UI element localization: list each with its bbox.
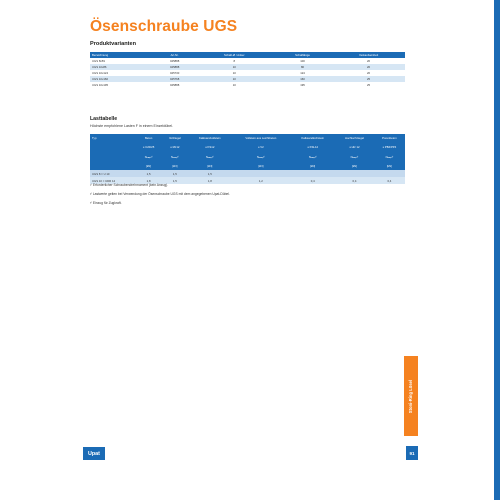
variants-header-cell: Art.Nr. xyxy=(170,53,179,57)
loads-header-row xyxy=(90,142,405,152)
loads-header-cell: Nₑₘₚ²⁾ xyxy=(205,155,214,159)
table-cell: 0,4 xyxy=(352,178,357,183)
loads-header-cell: [kN] xyxy=(207,164,213,168)
loads-header-cell: Kalksandvollstein xyxy=(198,136,221,140)
loads-header-row xyxy=(90,152,405,162)
table-cell: 045730 xyxy=(169,71,180,75)
table-cell: 1,2 xyxy=(258,178,263,183)
footnote-3: ³⁾ Einzug für Zugkraft. xyxy=(90,201,122,205)
table-cell: UGS 10 = UDR 14 xyxy=(92,178,116,183)
table-cell: UGS 10x86 xyxy=(92,65,107,69)
table-cell: 20 xyxy=(366,59,371,63)
table-cell: 195 xyxy=(300,83,305,87)
table-row xyxy=(90,82,405,88)
loads-header-cell: Nₑₘₚ²⁾ xyxy=(385,155,394,159)
loads-subheading: Höchste empfohlene Lasten F in einem Einzeldübel. xyxy=(90,124,174,128)
variants-header-cell: Schaftlänge xyxy=(295,53,310,57)
loads-header-cell: [kN] xyxy=(146,164,152,168)
loads-header-row xyxy=(90,134,405,142)
loads-table xyxy=(90,134,405,184)
table-cell: 1,8 xyxy=(207,178,212,183)
table-cell: 045888 xyxy=(169,59,180,63)
brand-side-bar xyxy=(494,0,500,500)
loads-header-cell: ≥ KSL12 xyxy=(307,145,319,149)
table-cell: 10 xyxy=(232,65,236,69)
variants-heading: Produktvarianten xyxy=(90,41,137,47)
loads-header-cell: Nₑₘₚ²⁾ xyxy=(308,155,317,159)
loads-header-cell: [kN] xyxy=(172,164,178,168)
table-cell: 80 xyxy=(300,65,305,69)
loads-header-cell: Vollziegel xyxy=(168,136,181,140)
table-cell: 25 xyxy=(366,77,371,81)
table-cell: 160 xyxy=(300,77,305,81)
table-cell: 10 xyxy=(232,77,236,81)
chapter-tab-label: Stoni-Ring Lösel xyxy=(408,379,414,413)
table-cell: 1,5 xyxy=(146,171,151,176)
table-cell: UGS 8x59 xyxy=(92,59,105,63)
loads-header-cell: ≥ C20/25 xyxy=(142,145,155,149)
loads-header-cell: ≥ Hlz 12 xyxy=(349,145,360,149)
loads-header-cell: ≥ Mz12 xyxy=(170,145,180,149)
loads-header-cell: Porenbeton xyxy=(382,136,397,140)
loads-header-cell: [kN] xyxy=(258,164,264,168)
page-title: Ösenschraube UGS xyxy=(90,18,238,35)
loads-header-cell xyxy=(90,162,136,170)
table-cell: 10 xyxy=(232,71,236,75)
table-cell: UGS 10x160 xyxy=(92,77,109,81)
loads-header-cell: Beton xyxy=(144,136,153,140)
table-cell: 045888 xyxy=(169,83,180,87)
table-cell: 045768 xyxy=(169,77,180,81)
table-cell: 1,5 xyxy=(172,171,177,176)
loads-header-cell: Kalksandlochstein xyxy=(301,136,324,140)
table-cell: UGS 10x124 xyxy=(92,71,109,75)
table-cell xyxy=(231,170,290,177)
loads-header-cell: [kN] xyxy=(351,164,357,168)
variants-header-cell: Schaft-Ø / Anker xyxy=(224,53,245,57)
table-cell xyxy=(374,170,405,177)
table-cell: 1,8 xyxy=(146,178,151,183)
loads-header-cell: ≥ PB4/PP4 xyxy=(382,145,397,149)
table-cell: 20 xyxy=(366,65,371,69)
footnote-2: ²⁾ Lastwerte gelten bei Verwendung der Ösenschraube UGS mit dem angegebenen Upat-Dübel. xyxy=(90,192,230,196)
table-cell: UGS 8 = U 10 xyxy=(92,171,110,176)
table-cell: 1,5 xyxy=(207,171,212,176)
loads-header-cell xyxy=(90,152,136,162)
loads-header-cell: Nₑₘₚ²⁾ xyxy=(350,155,359,159)
upat-logo xyxy=(83,447,105,460)
variants-header-cell: Verkaufseinheit xyxy=(358,53,379,57)
table-cell: 8 xyxy=(233,59,236,63)
footnote-1: ¹⁾ Erforderlicher Schraubendrehmoment (kein Anzug). xyxy=(90,183,169,187)
loads-header-cell xyxy=(90,142,136,152)
page-number: 91 xyxy=(409,450,415,456)
page-number-box xyxy=(406,446,418,460)
chapter-tab-label-wrap xyxy=(404,356,418,436)
loads-header-cell: [kN] xyxy=(386,164,392,168)
loads-header-cell: Nₑₘₚ²⁾ xyxy=(144,155,153,159)
table-cell: 045888 xyxy=(169,65,180,69)
loads-header-cell: Typ xyxy=(92,136,97,140)
table-cell: 20 xyxy=(366,71,371,75)
table-cell: 0,4 xyxy=(387,178,392,183)
table-cell: 124 xyxy=(300,71,305,75)
table-cell: UGS 10x195 xyxy=(92,83,109,87)
loads-header-cell: [kN] xyxy=(310,164,316,168)
loads-header-cell: ≥ KS12 xyxy=(205,145,215,149)
table-cell: 25 xyxy=(366,83,371,87)
variants-header-cell: Bezeichnung xyxy=(92,53,109,57)
loads-header-cell: Vollstein aus Leichtbeton xyxy=(245,136,277,140)
table-cell: 0,4 xyxy=(310,178,315,183)
loads-heading: Lasttabelle xyxy=(90,116,118,122)
table-row xyxy=(90,170,405,177)
loads-header-row xyxy=(90,162,405,170)
table-cell: 1,5 xyxy=(172,178,177,183)
table-cell: 100 xyxy=(300,59,305,63)
table-cell xyxy=(290,170,335,177)
loads-header-cell: Hochlochziegel xyxy=(344,136,364,140)
logo-text: Upat xyxy=(88,450,100,457)
table-cell: 10 xyxy=(232,83,236,87)
table-cell xyxy=(335,170,374,177)
loads-header-cell: Nₑₘₚ²⁾ xyxy=(257,155,265,159)
variants-table xyxy=(90,52,405,88)
loads-header-cell: Nₑₘₚ²⁾ xyxy=(171,155,179,159)
loads-header-cell: ≥ V2 xyxy=(258,145,264,149)
